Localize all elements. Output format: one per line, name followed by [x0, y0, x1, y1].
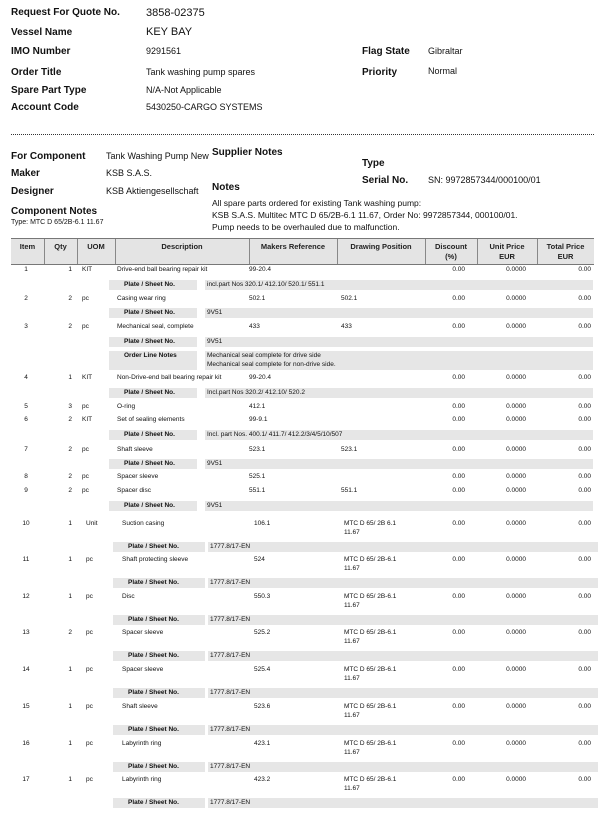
plate-sheet-value: 9V51	[207, 502, 223, 509]
plate-sheet-label: Plate / Sheet No.	[128, 579, 179, 586]
item-uom: pc	[86, 740, 93, 747]
order-line-note: Mechanical seal complete for non-drive side.	[207, 361, 336, 368]
item-uom: pc	[86, 593, 93, 600]
plate-sheet-label: Plate / Sheet No.	[128, 689, 179, 696]
item-total-price: 0.00	[578, 374, 591, 381]
item-unit-price: 0.0000	[506, 295, 526, 302]
item-makers-ref: 525.4	[254, 666, 271, 673]
item-makers-ref: 99-9.1	[249, 416, 268, 423]
plate-sheet-value: 9V51	[207, 338, 223, 345]
item-makers-ref: 525.1	[249, 473, 266, 480]
item-total-price: 0.00	[578, 487, 591, 494]
order-title: Tank washing pump spares	[146, 67, 256, 77]
item-qty: 1	[68, 520, 72, 527]
item-number: 15	[22, 703, 30, 710]
plate-sheet-value: 1777.8/17-EN	[210, 689, 251, 696]
item-description: Shaft sleeve	[122, 703, 158, 710]
item-makers-ref: 502.1	[249, 295, 266, 302]
item-discount: 0.00	[452, 740, 465, 747]
col-total-price-currency: EUR	[557, 252, 574, 261]
item-makers-ref: 523.1	[249, 446, 266, 453]
item-number: 10	[22, 520, 30, 527]
item-makers-ref: 423.2	[254, 776, 271, 783]
item-description: Disc	[122, 593, 135, 600]
item-uom: pc	[82, 487, 89, 494]
item-makers-ref: 433	[249, 323, 260, 330]
maker-label: Maker	[11, 168, 40, 179]
item-makers-ref: 99-20.4	[249, 266, 272, 273]
dotted-divider	[11, 134, 594, 135]
item-uom: pc	[86, 776, 93, 783]
item-unit-price: 0.0000	[506, 556, 526, 563]
item-discount: 0.00	[452, 629, 465, 636]
item-number: 5	[24, 403, 28, 410]
serial-number: SN: 9972857344/000100/01	[428, 175, 541, 185]
imo-number: 9291561	[146, 46, 182, 56]
item-number: 7	[24, 446, 28, 453]
col-uom: UOM	[87, 242, 105, 251]
item-discount: 0.00	[452, 416, 465, 423]
plate-sheet-value: 1777.8/17-EN	[210, 652, 251, 659]
col-item: Item	[19, 242, 36, 251]
item-description: Spacer disc	[117, 487, 151, 494]
item-qty: 1	[68, 556, 72, 563]
plate-value-background	[205, 337, 593, 347]
item-total-price: 0.00	[578, 703, 591, 710]
item-discount: 0.00	[452, 703, 465, 710]
plate-value-background	[208, 725, 598, 735]
supplier-notes-label: Supplier Notes	[212, 147, 283, 158]
plate-value-background	[208, 651, 598, 661]
item-description: Casing wear ring	[117, 295, 166, 302]
plate-sheet-label: Plate / Sheet No.	[128, 726, 179, 733]
item-drawing-position: MTC D 65/ 2B-6.1	[344, 776, 397, 783]
item-number: 9	[24, 487, 28, 494]
plate-sheet-label: Plate / Sheet No.	[124, 338, 175, 345]
for-component-label: For Component	[11, 151, 86, 162]
plate-sheet-label: Plate / Sheet No.	[128, 543, 179, 550]
item-uom: pc	[82, 403, 89, 410]
item-unit-price: 0.0000	[506, 266, 526, 273]
item-makers-ref: 423.1	[254, 740, 271, 747]
item-qty: 1	[68, 703, 72, 710]
item-drawing-position: MTC D 65/ 2B-6.1	[344, 556, 397, 563]
col-unit-price	[477, 242, 537, 262]
col-discount-unit: (%)	[445, 252, 457, 261]
item-unit-price: 0.0000	[506, 487, 526, 494]
item-qty: 2	[68, 473, 72, 480]
item-uom: pc	[86, 629, 93, 636]
priority-label: Priority	[362, 67, 398, 78]
item-uom: KIT	[82, 416, 93, 423]
item-qty: 2	[68, 629, 72, 636]
plate-value-background	[208, 798, 598, 808]
item-qty: 1	[68, 266, 72, 273]
item-total-price: 0.00	[578, 446, 591, 453]
item-qty: 3	[68, 403, 72, 410]
col-total-price	[537, 242, 594, 262]
notes-line-1: All spare parts ordered for existing Tank washing pump:	[212, 198, 422, 208]
item-drawing-position-line2: 11.67	[344, 565, 360, 572]
designer: KSB Aktiengesellschaft	[106, 186, 199, 196]
item-uom: pc	[82, 473, 89, 480]
plate-sheet-label: Plate / Sheet No.	[128, 763, 179, 770]
item-description: Shaft sleeve	[117, 446, 153, 453]
item-unit-price: 0.0000	[506, 323, 526, 330]
item-unit-price: 0.0000	[506, 740, 526, 747]
notes-line-3: Pump needs to be overhauled due to malfunction.	[212, 222, 400, 232]
item-qty: 1	[68, 740, 72, 747]
item-description: Spacer sleeve	[117, 473, 159, 480]
plate-sheet-label: Plate / Sheet No.	[128, 799, 179, 806]
flag-state: Gibraltar	[428, 46, 463, 56]
item-unit-price: 0.0000	[506, 629, 526, 636]
item-total-price: 0.00	[578, 323, 591, 330]
item-discount: 0.00	[452, 473, 465, 480]
item-drawing-position: MTC D 65/ 2B-6.1	[344, 593, 397, 600]
item-qty: 1	[68, 776, 72, 783]
plate-sheet-label: Plate / Sheet No.	[124, 431, 175, 438]
item-number: 16	[22, 740, 30, 747]
item-total-price: 0.00	[578, 593, 591, 600]
item-total-price: 0.00	[578, 416, 591, 423]
item-drawing-position: MTC D 65/ 2B-6.1	[344, 703, 397, 710]
item-drawing-position-line2: 11.67	[344, 785, 360, 792]
plate-value-background	[205, 308, 593, 318]
item-qty: 2	[68, 416, 72, 423]
account-code: 5430250-CARGO SYSTEMS	[146, 102, 263, 112]
plate-sheet-value: incl.part Nos 320.1/ 412.10/ 520.1/ 551.1	[207, 281, 325, 288]
item-discount: 0.00	[452, 776, 465, 783]
item-total-price: 0.00	[578, 403, 591, 410]
item-unit-price: 0.0000	[506, 703, 526, 710]
plate-sheet-value: 1777.8/17-EN	[210, 799, 251, 806]
plate-value-background	[208, 578, 598, 588]
item-qty: 2	[68, 295, 72, 302]
col-makers-ref: Makers Reference	[260, 242, 326, 251]
item-total-price: 0.00	[578, 295, 591, 302]
plate-sheet-value: 9V51	[207, 309, 223, 316]
plate-sheet-label: Plate / Sheet No.	[124, 502, 175, 509]
item-discount: 0.00	[452, 593, 465, 600]
item-qty: 2	[68, 487, 72, 494]
plate-sheet-value: 9V51	[207, 460, 223, 467]
designer-label: Designer	[11, 186, 54, 197]
item-description: Labyrinth ring	[122, 776, 162, 783]
item-total-price: 0.00	[578, 666, 591, 673]
item-description: Suction casing	[122, 520, 165, 527]
item-total-price: 0.00	[578, 266, 591, 273]
item-makers-ref: 551.1	[249, 487, 266, 494]
order-line-note: Mechanical seal complete for drive side	[207, 352, 321, 359]
col-drawing-pos: Drawing Position	[350, 242, 412, 251]
item-number: 11	[22, 556, 30, 563]
item-description: Mechanical seal, complete	[117, 323, 194, 330]
col-total-price-label: Total Price	[546, 242, 585, 251]
serial-label: Serial No.	[362, 175, 409, 186]
item-description: Set of sealing elements	[117, 416, 185, 423]
plate-sheet-label: Plate / Sheet No.	[124, 281, 175, 288]
item-makers-ref: 106.1	[254, 520, 271, 527]
item-drawing-position: MTC D 65/ 2B 6.1	[344, 520, 397, 527]
item-qty: 1	[68, 374, 72, 381]
item-drawing-position: MTC D 65/ 2B-6.1	[344, 629, 397, 636]
order-line-notes-label: Order Line Notes	[124, 352, 177, 359]
item-description: O-ring	[117, 403, 136, 410]
for-component: Tank Washing Pump New	[106, 151, 209, 161]
plate-value-background	[208, 762, 598, 772]
item-discount: 0.00	[452, 446, 465, 453]
plate-sheet-label: Plate / Sheet No.	[124, 309, 175, 316]
item-total-price: 0.00	[578, 520, 591, 527]
item-drawing-position-line2: 11.67	[344, 712, 360, 719]
item-uom: pc	[82, 295, 89, 302]
item-unit-price: 0.0000	[506, 403, 526, 410]
rfq-number: 3858-02375	[146, 7, 205, 19]
item-drawing-position-line2: 11.67	[344, 602, 360, 609]
plate-sheet-value: 1777.8/17-EN	[210, 763, 251, 770]
component-notes: Type: MTC D 65/2B-6.1 11.67	[11, 219, 104, 226]
item-unit-price: 0.0000	[506, 776, 526, 783]
item-description: Labyrinth ring	[122, 740, 162, 747]
item-discount: 0.00	[452, 403, 465, 410]
plate-value-background	[208, 542, 598, 552]
item-qty: 2	[68, 446, 72, 453]
plate-sheet-label: Plate / Sheet No.	[124, 389, 175, 396]
type-label: Type	[362, 158, 385, 169]
plate-sheet-label: Plate / Sheet No.	[124, 460, 175, 467]
col-unit-price-label: Unit Price	[489, 242, 525, 251]
item-total-price: 0.00	[578, 556, 591, 563]
rfq-label: Request For Quote No.	[11, 7, 120, 18]
item-description: Drive-end ball bearing repair kit	[117, 266, 208, 273]
item-drawing-position-line2: 11.67	[344, 638, 360, 645]
spare-type-label: Spare Part Type	[11, 85, 87, 96]
notes-line-2: KSB S.A.S. Multitec MTC D 65/2B-6.1 11.67, Order No: 9972857344, 000100/01.	[212, 210, 518, 220]
item-number: 2	[24, 295, 28, 302]
item-drawing-position: 523.1	[341, 446, 358, 453]
item-discount: 0.00	[452, 266, 465, 273]
plate-sheet-label: Plate / Sheet No.	[128, 652, 179, 659]
maker: KSB S.A.S.	[106, 168, 153, 178]
order-title-label: Order Title	[11, 67, 62, 78]
item-makers-ref: 99-20.4	[249, 374, 272, 381]
item-uom: pc	[82, 323, 89, 330]
item-uom: KIT	[82, 266, 93, 273]
item-unit-price: 0.0000	[506, 593, 526, 600]
item-number: 14	[22, 666, 30, 673]
item-uom: pc	[82, 446, 89, 453]
plate-sheet-value: 1777.8/17-EN	[210, 579, 251, 586]
item-total-price: 0.00	[578, 629, 591, 636]
item-drawing-position: MTC D 65/ 2B-6.1	[344, 666, 397, 673]
item-discount: 0.00	[452, 556, 465, 563]
plate-value-background	[205, 501, 593, 511]
item-number: 13	[22, 629, 30, 636]
component-notes-label: Component Notes	[11, 206, 98, 217]
col-unit-price-currency: EUR	[499, 252, 515, 261]
item-discount: 0.00	[452, 666, 465, 673]
item-number: 8	[24, 473, 28, 480]
item-unit-price: 0.0000	[506, 473, 526, 480]
item-number: 4	[24, 374, 28, 381]
item-makers-ref: 550.3	[254, 593, 271, 600]
item-description: Spacer sleeve	[122, 629, 164, 636]
item-number: 17	[22, 776, 30, 783]
col-qty: Qty	[54, 242, 67, 251]
plate-sheet-label: Plate / Sheet No.	[128, 616, 179, 623]
item-unit-price: 0.0000	[506, 520, 526, 527]
plate-sheet-value: 1777.8/17-EN	[210, 543, 251, 550]
item-description: Non-Drive-end ball bearing repair kit	[117, 374, 222, 381]
item-qty: 2	[68, 323, 72, 330]
plate-sheet-value: Incl.part Nos 320.2/ 412.10/ 520.2	[207, 389, 305, 396]
vessel-name: KEY BAY	[146, 26, 193, 38]
item-description: Shaft protecting sleeve	[122, 556, 189, 563]
flag-label: Flag State	[362, 46, 410, 57]
item-makers-ref: 524	[254, 556, 265, 563]
item-number: 12	[22, 593, 30, 600]
col-discount	[425, 242, 477, 262]
item-qty: 1	[68, 593, 72, 600]
item-makers-ref: 523.6	[254, 703, 271, 710]
item-total-price: 0.00	[578, 473, 591, 480]
vessel-label: Vessel Name	[11, 27, 73, 38]
plate-sheet-value: 1777.8/17-EN	[210, 616, 251, 623]
item-drawing-position-line2: 11.67	[344, 529, 360, 536]
item-uom: pc	[86, 666, 93, 673]
item-unit-price: 0.0000	[506, 416, 526, 423]
item-description: Spacer sleeve	[122, 666, 164, 673]
item-drawing-position-line2: 11.67	[344, 675, 360, 682]
col-discount-label: Discount	[434, 242, 468, 251]
item-drawing-position: 433	[341, 323, 352, 330]
item-discount: 0.00	[452, 295, 465, 302]
priority-value: Normal	[428, 66, 458, 76]
item-drawing-position: 551.1	[341, 487, 358, 494]
account-label: Account Code	[11, 102, 79, 113]
spare-type: N/A-Not Applicable	[146, 85, 222, 95]
item-uom: pc	[86, 703, 93, 710]
item-discount: 0.00	[452, 520, 465, 527]
plate-sheet-value: Incl. part Nos. 400.1/ 411.7/ 412.2/3/4/5/10/507	[207, 431, 343, 438]
item-unit-price: 0.0000	[506, 446, 526, 453]
col-description: Description	[161, 242, 203, 251]
plate-value-background	[208, 688, 598, 698]
item-drawing-position-line2: 11.67	[344, 749, 360, 756]
item-makers-ref: 412.1	[249, 403, 266, 410]
item-number: 3	[24, 323, 28, 330]
item-drawing-position: MTC D 65/ 2B-6.1	[344, 740, 397, 747]
item-unit-price: 0.0000	[506, 374, 526, 381]
item-discount: 0.00	[452, 487, 465, 494]
item-uom: KIT	[82, 374, 93, 381]
table-header	[11, 238, 594, 265]
item-uom: pc	[86, 556, 93, 563]
item-uom: Unit	[86, 520, 98, 527]
plate-sheet-value: 1777.8/17-EN	[210, 726, 251, 733]
item-drawing-position: 502.1	[341, 295, 358, 302]
item-discount: 0.00	[452, 323, 465, 330]
plate-value-background	[205, 459, 593, 469]
item-unit-price: 0.0000	[506, 666, 526, 673]
plate-value-background	[208, 615, 598, 625]
notes-title: Notes	[212, 182, 240, 193]
item-discount: 0.00	[452, 374, 465, 381]
item-number: 6	[24, 416, 28, 423]
item-qty: 1	[68, 666, 72, 673]
item-total-price: 0.00	[578, 776, 591, 783]
imo-label: IMO Number	[11, 46, 71, 57]
item-total-price: 0.00	[578, 740, 591, 747]
item-number: 1	[24, 266, 28, 273]
item-makers-ref: 525.2	[254, 629, 271, 636]
